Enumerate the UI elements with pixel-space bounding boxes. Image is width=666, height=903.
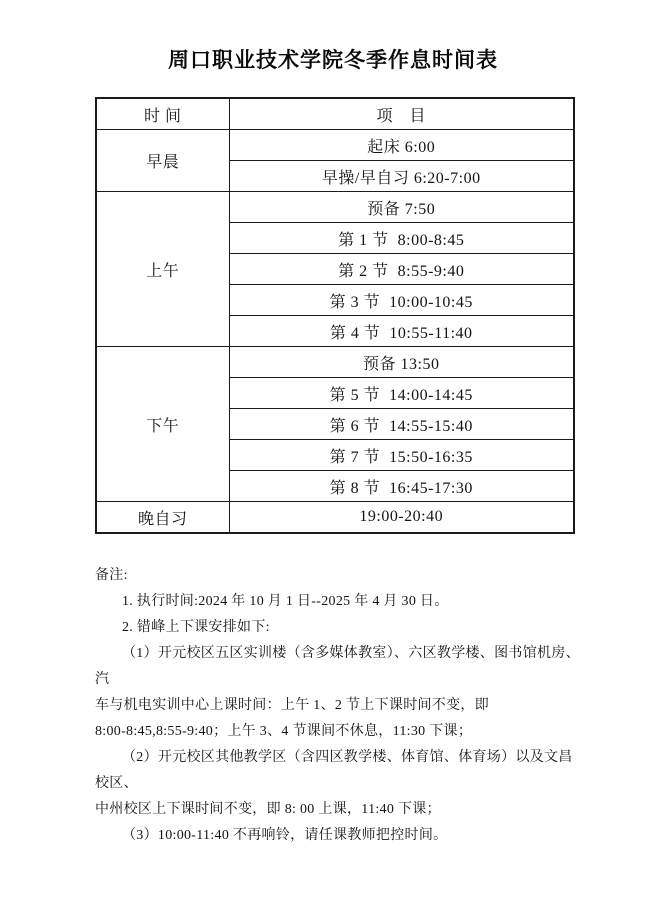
time-cell-morning: 早晨 [96, 130, 229, 192]
item-cell-period-7: 第 7 节 15:50-16:35 [229, 440, 574, 471]
document-page [0, 46, 666, 903]
note-line-staggered-intro: 2. 错峰上下课安排如下: [122, 620, 270, 635]
item-cell-evening-study-time: 19:00-20:40 [229, 502, 574, 534]
header-cell-time: 时 间 [96, 98, 229, 130]
table-row [96, 192, 574, 223]
notes-label: 备注: [95, 568, 128, 583]
note-line-rule1-c: 8:00-8:45,8:55-9:40；上午 3、4 节课间不休息，11:30 下课； [95, 724, 473, 739]
notes-section [95, 563, 583, 849]
time-cell-forenoon: 上午 [96, 192, 229, 347]
item-cell-period-8: 第 8 节 16:45-17:30 [229, 471, 574, 502]
note-line-rule1-b: 车与机电实训中心上课时间：上午 1、2 节上下课时间不变，即 [95, 698, 489, 713]
note-line-rule3: （3）10:00-11:40 不再响铃，请任课教师把控时间。 [122, 828, 448, 843]
note-line-rule2-b: 中州校区上下课时间不变，即 8: 00 上课，11:40 下课； [95, 802, 441, 817]
item-cell-morning-exercise: 早操/早自习 6:20-7:00 [229, 161, 574, 192]
time-cell-afternoon: 下午 [96, 347, 229, 502]
header-cell-item: 项 目 [229, 98, 574, 130]
table-row [96, 130, 574, 161]
item-cell-period-2: 第 2 节 8:55-9:40 [229, 254, 574, 285]
table-row [96, 347, 574, 378]
item-cell-period-3: 第 3 节 10:00-10:45 [229, 285, 574, 316]
table-row [96, 502, 574, 534]
item-cell-pm-prep: 预备 13:50 [229, 347, 574, 378]
note-line-rule1-a: （1）开元校区五区实训楼（含多媒体教室）、六区教学楼、图书馆机房、汽 [95, 646, 580, 687]
table-header-row [96, 98, 574, 130]
item-cell-period-1: 第 1 节 8:00-8:45 [229, 223, 574, 254]
item-cell-period-6: 第 6 节 14:55-15:40 [229, 409, 574, 440]
schedule-table [95, 97, 575, 534]
time-cell-evening-study: 晚自习 [96, 502, 229, 534]
item-cell-am-prep: 预备 7:50 [229, 192, 574, 223]
note-line-rule2-a: （2）开元校区其他教学区（含四区教学楼、体育馆、体育场）以及文昌校区、 [95, 750, 573, 791]
item-cell-period-5: 第 5 节 14:00-14:45 [229, 378, 574, 409]
item-cell-period-4: 第 4 节 10:55-11:40 [229, 316, 574, 347]
page-title: 周口职业技术学院冬季作息时间表 [168, 48, 498, 72]
item-cell-wakeup: 起床 6:00 [229, 130, 574, 161]
note-line-execution-period: 1. 执行时间:2024 年 10 月 1 日--2025 年 4 月 30 日。 [122, 594, 449, 609]
